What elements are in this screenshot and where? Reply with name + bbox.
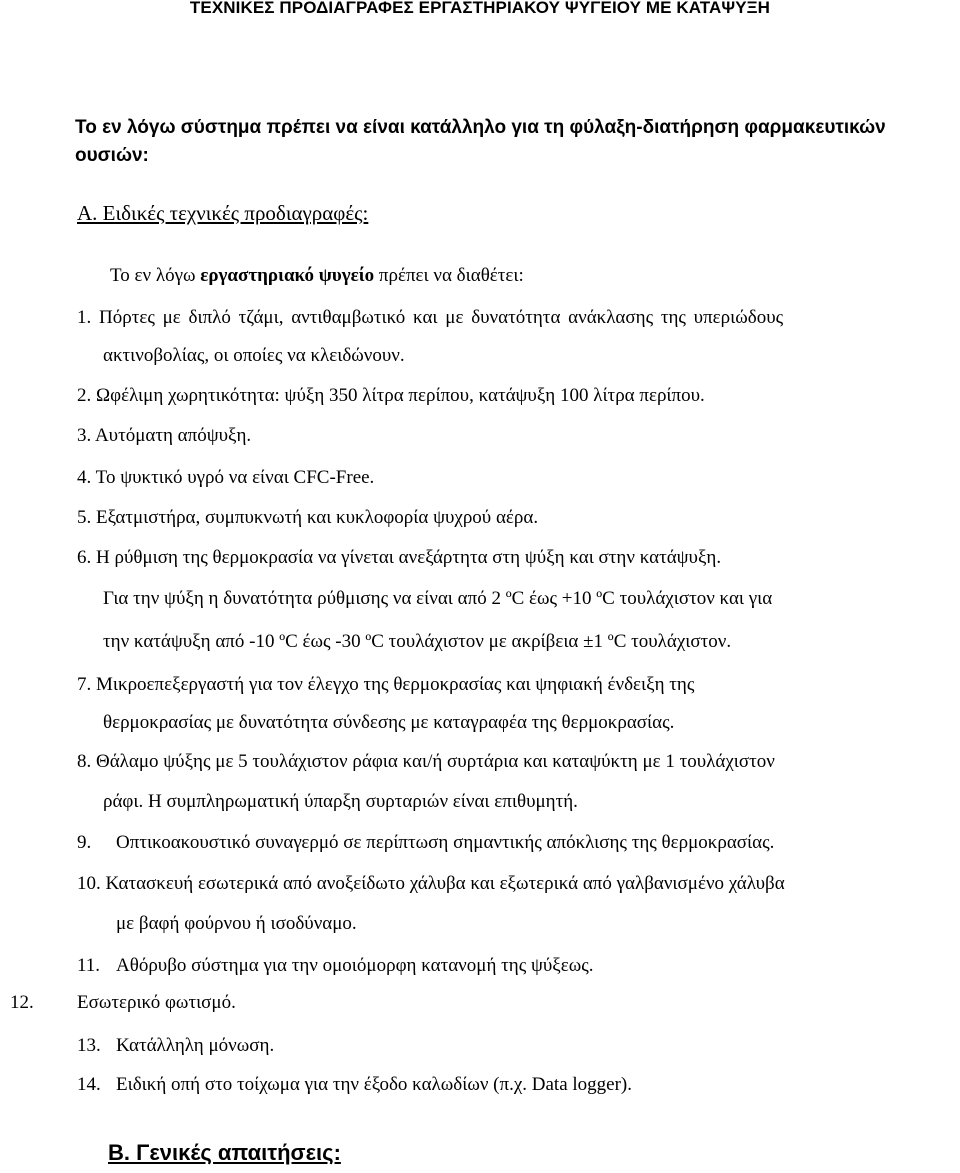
item-13-text: Κατάλληλη μόνωση. <box>116 1035 275 1056</box>
item-9-number: 9. <box>77 832 92 853</box>
item-8-line-1: 8. Θάλαμο ψύξης με 5 τουλάχιστον ράφια και/ή συρτάρια και καταψύκτη με 1 τουλάχιστον <box>77 751 775 772</box>
item-2: 2. Ωφέλιμη χωρητικότητα: ψύξη 350 λίτρα περίπου, κατάψυξη 100 λίτρα περίπου. <box>77 385 705 406</box>
item-12-text: Εσωτερικό φωτισμό. <box>77 992 236 1013</box>
item-13-number: 13. <box>77 1035 101 1056</box>
section-b-heading: Β. Γενικές απαιτήσεις: <box>108 1140 341 1165</box>
item-7-line-2: θερμοκρασίας με δυνατότητα σύνδεσης με καταγραφέα της θερμοκρασίας. <box>103 712 675 733</box>
item-8-line-2: ράφι. Η συμπληρωματική ύπαρξη συρταριών είναι επιθυμητή. <box>103 791 578 812</box>
section-a-heading: Α. Ειδικές τεχνικές προδιαγραφές: <box>77 201 369 225</box>
item-4: 4. Το ψυκτικό υγρό να είναι CFC-Free. <box>77 467 375 488</box>
item-1-line-2: ακτινοβολίας, οι οποίες να κλειδώνουν. <box>103 345 405 366</box>
item-9-text: Οπτικοακουστικό συναγερμό σε περίπτωση σημαντικής απόκλισης της θερμοκρασίας. <box>116 832 775 853</box>
item-10-line-2: με βαφή φούρνου ή ισοδύναμο. <box>116 913 357 934</box>
lead-text-bold: εργαστηριακό ψυγείο <box>200 265 375 286</box>
item-11-text: Αθόρυβο σύστημα για την ομοιόμορφη κατανομή της ψύξεως. <box>116 955 594 976</box>
item-3: 3. Αυτόματη απόψυξη. <box>77 425 252 446</box>
lead-text-after: πρέπει να διαθέτει: <box>374 265 524 286</box>
item-6-line-2: Για την ψύξη η δυνατότητα ρύθμισης να είναι από 2 ºC έως +10 ºC τουλάχιστον και για <box>103 588 773 609</box>
page-header-title: ΤΕΧΝΙΚΕΣ ΠΡΟΔΙΑΓΡΑΦΕΣ ΕΡΓΑΣΤΗΡΙΑΚΟΥ ΨΥΓΕΙΟΥ ΜΕ ΚΑΤΑΨΥΞΗ <box>189 0 771 17</box>
section-a-lead <box>110 265 524 287</box>
item-14-number: 14. <box>77 1074 101 1095</box>
item-6-line-1: 6. Η ρύθμιση της θερμοκρασία να γίνεται ανεξάρτητα στη ψύξη και στην κατάψυξη. <box>77 547 722 568</box>
item-7-line-1: 7. Μικροεπεξεργαστή για τον έλεγχο της θερμοκρασίας και ψηφιακή ένδειξη της <box>77 674 695 695</box>
item-10-line-1: 10. Κατασκευή εσωτερικά από ανοξείδωτο χάλυβα και εξωτερικά από γαλβανισμένο χάλυβα <box>77 873 785 894</box>
item-1-line-1: 1. Πόρτες με διπλό τζάμι, αντιθαμβωτικό και με δυνατότητα ανάκλασης της υπεριώδους <box>77 307 784 328</box>
intro-line-2: ουσιών: <box>75 145 149 166</box>
item-5: 5. Εξατμιστήρα, συμπυκνωτή και κυκλοφορία ψυχρού αέρα. <box>77 507 539 528</box>
item-14-text: Ειδική οπή στο τοίχωμα για την έξοδο καλωδίων (π.χ. Data logger). <box>116 1074 633 1095</box>
intro-line-1: Το εν λόγω σύστημα πρέπει να είναι κατάλληλο για τη φύλαξη-διατήρηση φαρμακευτικών <box>75 117 886 138</box>
item-11-number: 11. <box>77 955 101 976</box>
lead-text-before: Το εν λόγω <box>110 265 201 286</box>
item-12-number: 12. <box>10 992 34 1013</box>
item-6-line-3: την κατάψυξη από -10 ºC έως -30 ºC τουλάχιστον με ακρίβεια ±1 ºC τουλάχιστον. <box>103 631 732 652</box>
